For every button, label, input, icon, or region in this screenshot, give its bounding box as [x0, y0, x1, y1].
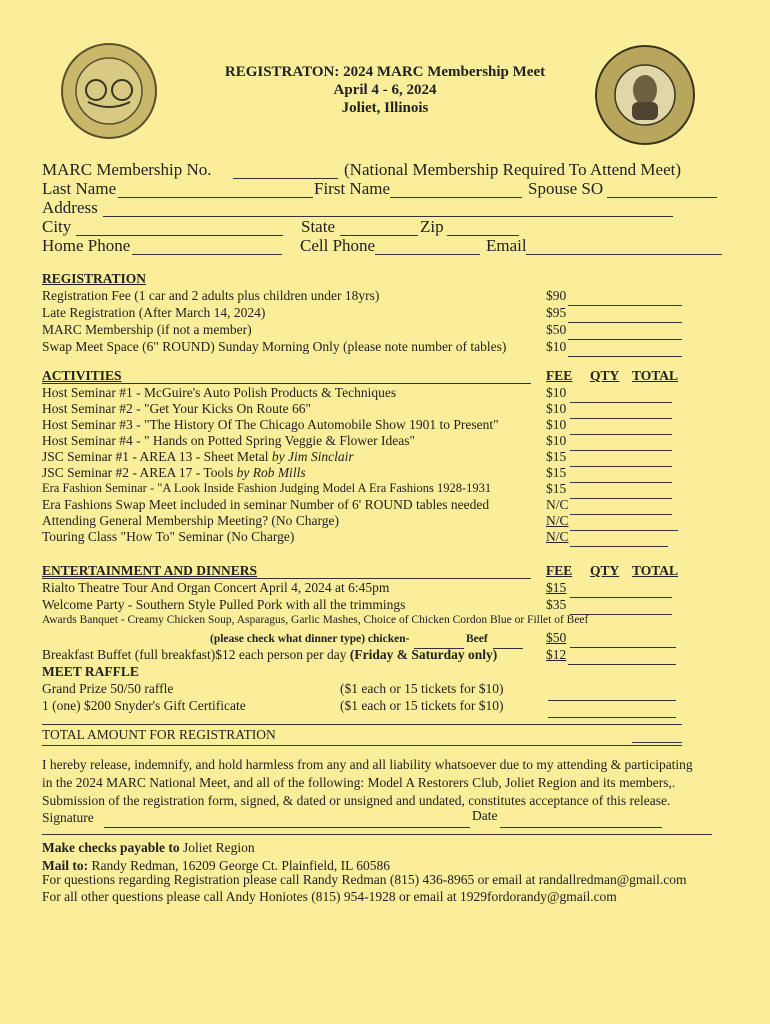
activities-qty-header: QTY	[590, 368, 620, 383]
date-label: Date	[472, 808, 498, 823]
city-field[interactable]	[76, 221, 283, 236]
marc-membership-field[interactable]	[568, 325, 682, 340]
breakfast-field[interactable]	[568, 650, 676, 665]
registration-fee-field[interactable]	[568, 291, 682, 306]
welcome-party-fee: $35	[546, 597, 567, 612]
swap-meet-label: Swap Meet Space (6" ROUND) Sunday Morning Only (please note number of tables)	[42, 339, 507, 354]
activity-row: Era Fashions Swap Meet included in seminar Number of 6' ROUND tables needed	[42, 497, 490, 512]
raffle-grand-prize-price: ($1 each or 15 tickets for $10)	[340, 681, 504, 696]
city-label: City	[42, 217, 72, 236]
registration-fee-amount: $90	[546, 288, 567, 303]
marc-membership-label: MARC Membership (if not a member)	[42, 322, 252, 337]
late-registration-label: Late Registration (After March 14, 2024)	[42, 305, 266, 320]
rialto-tour-label: Rialto Theatre Tour And Organ Concert April 4, 2024 at 6:45pm	[42, 580, 390, 595]
spouse-field[interactable]	[607, 183, 717, 198]
release-line-3: Submission of the registration form, signed, & dated or unsigned and undated, constitutes acceptance of this release.	[42, 793, 671, 808]
last-name-field[interactable]	[118, 183, 313, 198]
meet-location: Joliet, Illinois	[341, 100, 429, 116]
zip-field[interactable]	[447, 221, 519, 236]
activity-qty-field[interactable]	[570, 532, 668, 547]
mail-to-address: Randy Redman, 16209 George Ct. Plainfield, IL 60586	[91, 858, 390, 873]
activity-row: Touring Class "How To" Seminar (No Charge)	[42, 529, 295, 544]
entertainment-total-header: TOTAL	[632, 563, 679, 578]
activity-fee: $10	[546, 385, 567, 400]
activities-total-header: TOTAL	[632, 368, 679, 383]
activity-row-label: JSC Seminar #2 - AREA 17 - Tools	[42, 465, 237, 480]
registration-fee-label: Registration Fee (1 car and 2 adults plus children under 18yrs)	[42, 288, 380, 303]
activities-rule	[42, 383, 531, 384]
awards-banquet-label: Awards Banquet - Creamy Chicken Soup, Asparagus, Garlic Mashes, Choice of Chicken Cordon Blue or Fillet of Beef	[42, 614, 589, 626]
first-name-label: First Name	[314, 179, 391, 198]
entertainment-qty-header: QTY	[590, 563, 620, 578]
activity-fee: N/C	[546, 497, 569, 512]
raffle-gift-card-field[interactable]	[548, 703, 676, 718]
activity-fee: N/C	[546, 529, 569, 544]
total-label: TOTAL AMOUNT FOR REGISTRATION	[42, 727, 276, 742]
last-name-label: Last Name	[42, 179, 117, 198]
activity-row: Attending General Membership Meeting? (No Charge)	[42, 513, 340, 528]
checks-payable	[42, 840, 255, 856]
activity-fee: $10	[546, 401, 567, 416]
cell-phone-label: Cell Phone	[300, 236, 376, 255]
activity-qty-field[interactable]	[570, 500, 672, 515]
awards-banquet-fee: $50	[546, 630, 567, 645]
total-amount-field[interactable]	[632, 728, 682, 743]
activity-row: Host Seminar #3 - "The History Of The Chicago Automobile Show 1901 to Present"	[42, 417, 499, 432]
home-phone-label: Home Phone	[42, 236, 131, 255]
swap-meet-amount: $10	[546, 339, 567, 354]
swap-meet-field[interactable]	[568, 342, 682, 357]
activity-row: Era Fashion Seminar - "A Look Inside Fashion Judging Model A Era Fashions 1928-1931	[42, 481, 492, 495]
other-questions-contact: For all other questions please call Andy Honiotes (815) 954-1928 or email at 1929fordorandy@gmail.com	[42, 889, 617, 904]
rialto-tour-fee: $15	[546, 580, 567, 595]
banquet-choice	[210, 633, 409, 645]
activity-fee: $15	[546, 465, 567, 480]
breakfast-days: (Friday & Saturday only)	[349, 647, 498, 662]
footer-rule	[42, 834, 712, 835]
awards-banquet-field[interactable]	[570, 633, 676, 648]
entertainment-rule	[42, 578, 531, 579]
activities-fee-header: FEE	[546, 368, 573, 383]
activity-row: Host Seminar #4 - " Hands on Potted Spring Veggie & Flower Ideas"	[42, 433, 415, 448]
activity-qty-field[interactable]	[570, 436, 672, 451]
email-label: Email	[486, 236, 527, 255]
raffle-grand-prize-field[interactable]	[548, 686, 676, 701]
signature-label: Signature	[42, 810, 94, 825]
checks-payable-value: Joliet Region	[183, 840, 255, 855]
address-label: Address	[42, 198, 98, 217]
membership-number-field[interactable]	[233, 164, 338, 179]
banquet-beef-label: Beef	[466, 633, 488, 645]
activity-row	[42, 449, 354, 465]
marc-membership-amount: $50	[546, 322, 567, 337]
release-line-2: in the 2024 MARC National Meet, and all of the following: Model A Restorers Club, Joliet Region and its members,.	[42, 775, 676, 790]
activity-qty-field[interactable]	[570, 452, 672, 467]
state-field[interactable]	[340, 221, 418, 236]
activity-qty-field[interactable]	[570, 484, 672, 499]
registration-contact: For questions regarding Registration please call Randy Redman (815) 436-8965 or email at randallredman@gmail.com	[42, 872, 687, 887]
activity-row: Host Seminar #2 - "Get Your Kicks On Route 66"	[42, 401, 312, 416]
first-name-field[interactable]	[390, 183, 522, 198]
welcome-party-field[interactable]	[570, 600, 672, 615]
activity-qty-field[interactable]	[570, 420, 672, 435]
breakfast-label: Breakfast Buffet (full breakfast)$12 each person per day	[42, 647, 347, 662]
registration-heading: REGISTRATION	[42, 271, 147, 286]
activity-fee: $15	[546, 481, 567, 496]
rialto-tour-field[interactable]	[570, 583, 672, 598]
activity-row	[42, 465, 306, 481]
form-title: REGISTRATON: 2024 MARC Membership Meet	[224, 64, 546, 80]
activity-row-label: JSC Seminar #1 - AREA 13 - Sheet Metal	[42, 449, 272, 464]
meet-dates: April 4 - 6, 2024	[333, 82, 437, 98]
home-phone-field[interactable]	[132, 240, 282, 255]
activity-row: Host Seminar #1 - McGuire's Auto Polish Products & Techniques	[42, 385, 397, 400]
total-top-rule	[42, 724, 682, 725]
banquet-choice-prefix: (please check what dinner type) chicken-	[210, 633, 410, 645]
date-field[interactable]	[500, 813, 662, 828]
banquet-beef-field[interactable]	[493, 634, 523, 649]
breakfast-fee: $12	[546, 647, 567, 662]
mail-to-label: Mail to:	[42, 858, 89, 873]
activity-row-presenter: by Jim Sinclair	[271, 449, 354, 464]
entertainment-heading: ENTERTAINMENT AND DINNERS	[42, 563, 258, 578]
raffle-gift-card-label: 1 (one) $200 Snyder's Gift Certificate	[42, 698, 246, 713]
zip-label: Zip	[420, 217, 444, 236]
cell-phone-field[interactable]	[375, 240, 480, 255]
entertainment-fee-header: FEE	[546, 563, 573, 578]
activity-fee: $10	[546, 433, 567, 448]
activity-qty-field[interactable]	[570, 404, 672, 419]
activities-heading: ACTIVITIES	[42, 368, 122, 383]
email-field[interactable]	[526, 240, 722, 255]
total-bottom-rule	[42, 745, 682, 746]
release-line-1: I hereby release, indemnify, and hold harmless from any and all liability whatsoever due to my attending & participating	[42, 757, 693, 772]
raffle-gift-card-price: ($1 each or 15 tickets for $10)	[340, 698, 504, 713]
activity-qty-field[interactable]	[570, 516, 678, 531]
membership-label: MARC Membership No.	[42, 160, 212, 179]
breakfast-row	[42, 647, 497, 663]
raffle-heading: MEET RAFFLE	[42, 664, 139, 679]
late-registration-field[interactable]	[568, 308, 682, 323]
spouse-label: Spouse SO	[528, 179, 604, 198]
activity-qty-field[interactable]	[570, 468, 672, 483]
activity-row-presenter: by Rob Mills	[236, 465, 306, 480]
membership-note: (National Membership Required To Attend Meet)	[344, 160, 682, 179]
raffle-grand-prize-label: Grand Prize 50/50 raffle	[42, 681, 174, 696]
activity-fee: $10	[546, 417, 567, 432]
activity-fee: $15	[546, 449, 567, 464]
state-label: State	[301, 217, 335, 236]
activity-fee: N/C	[546, 513, 569, 528]
checks-payable-label: Make checks payable to	[42, 840, 180, 855]
address-field[interactable]	[103, 202, 673, 217]
late-registration-amount: $95	[546, 305, 567, 320]
welcome-party-label: Welcome Party - Southern Style Pulled Pork with all the trimmings	[42, 597, 406, 612]
activity-qty-field[interactable]	[570, 388, 672, 403]
signature-field[interactable]	[104, 813, 470, 828]
